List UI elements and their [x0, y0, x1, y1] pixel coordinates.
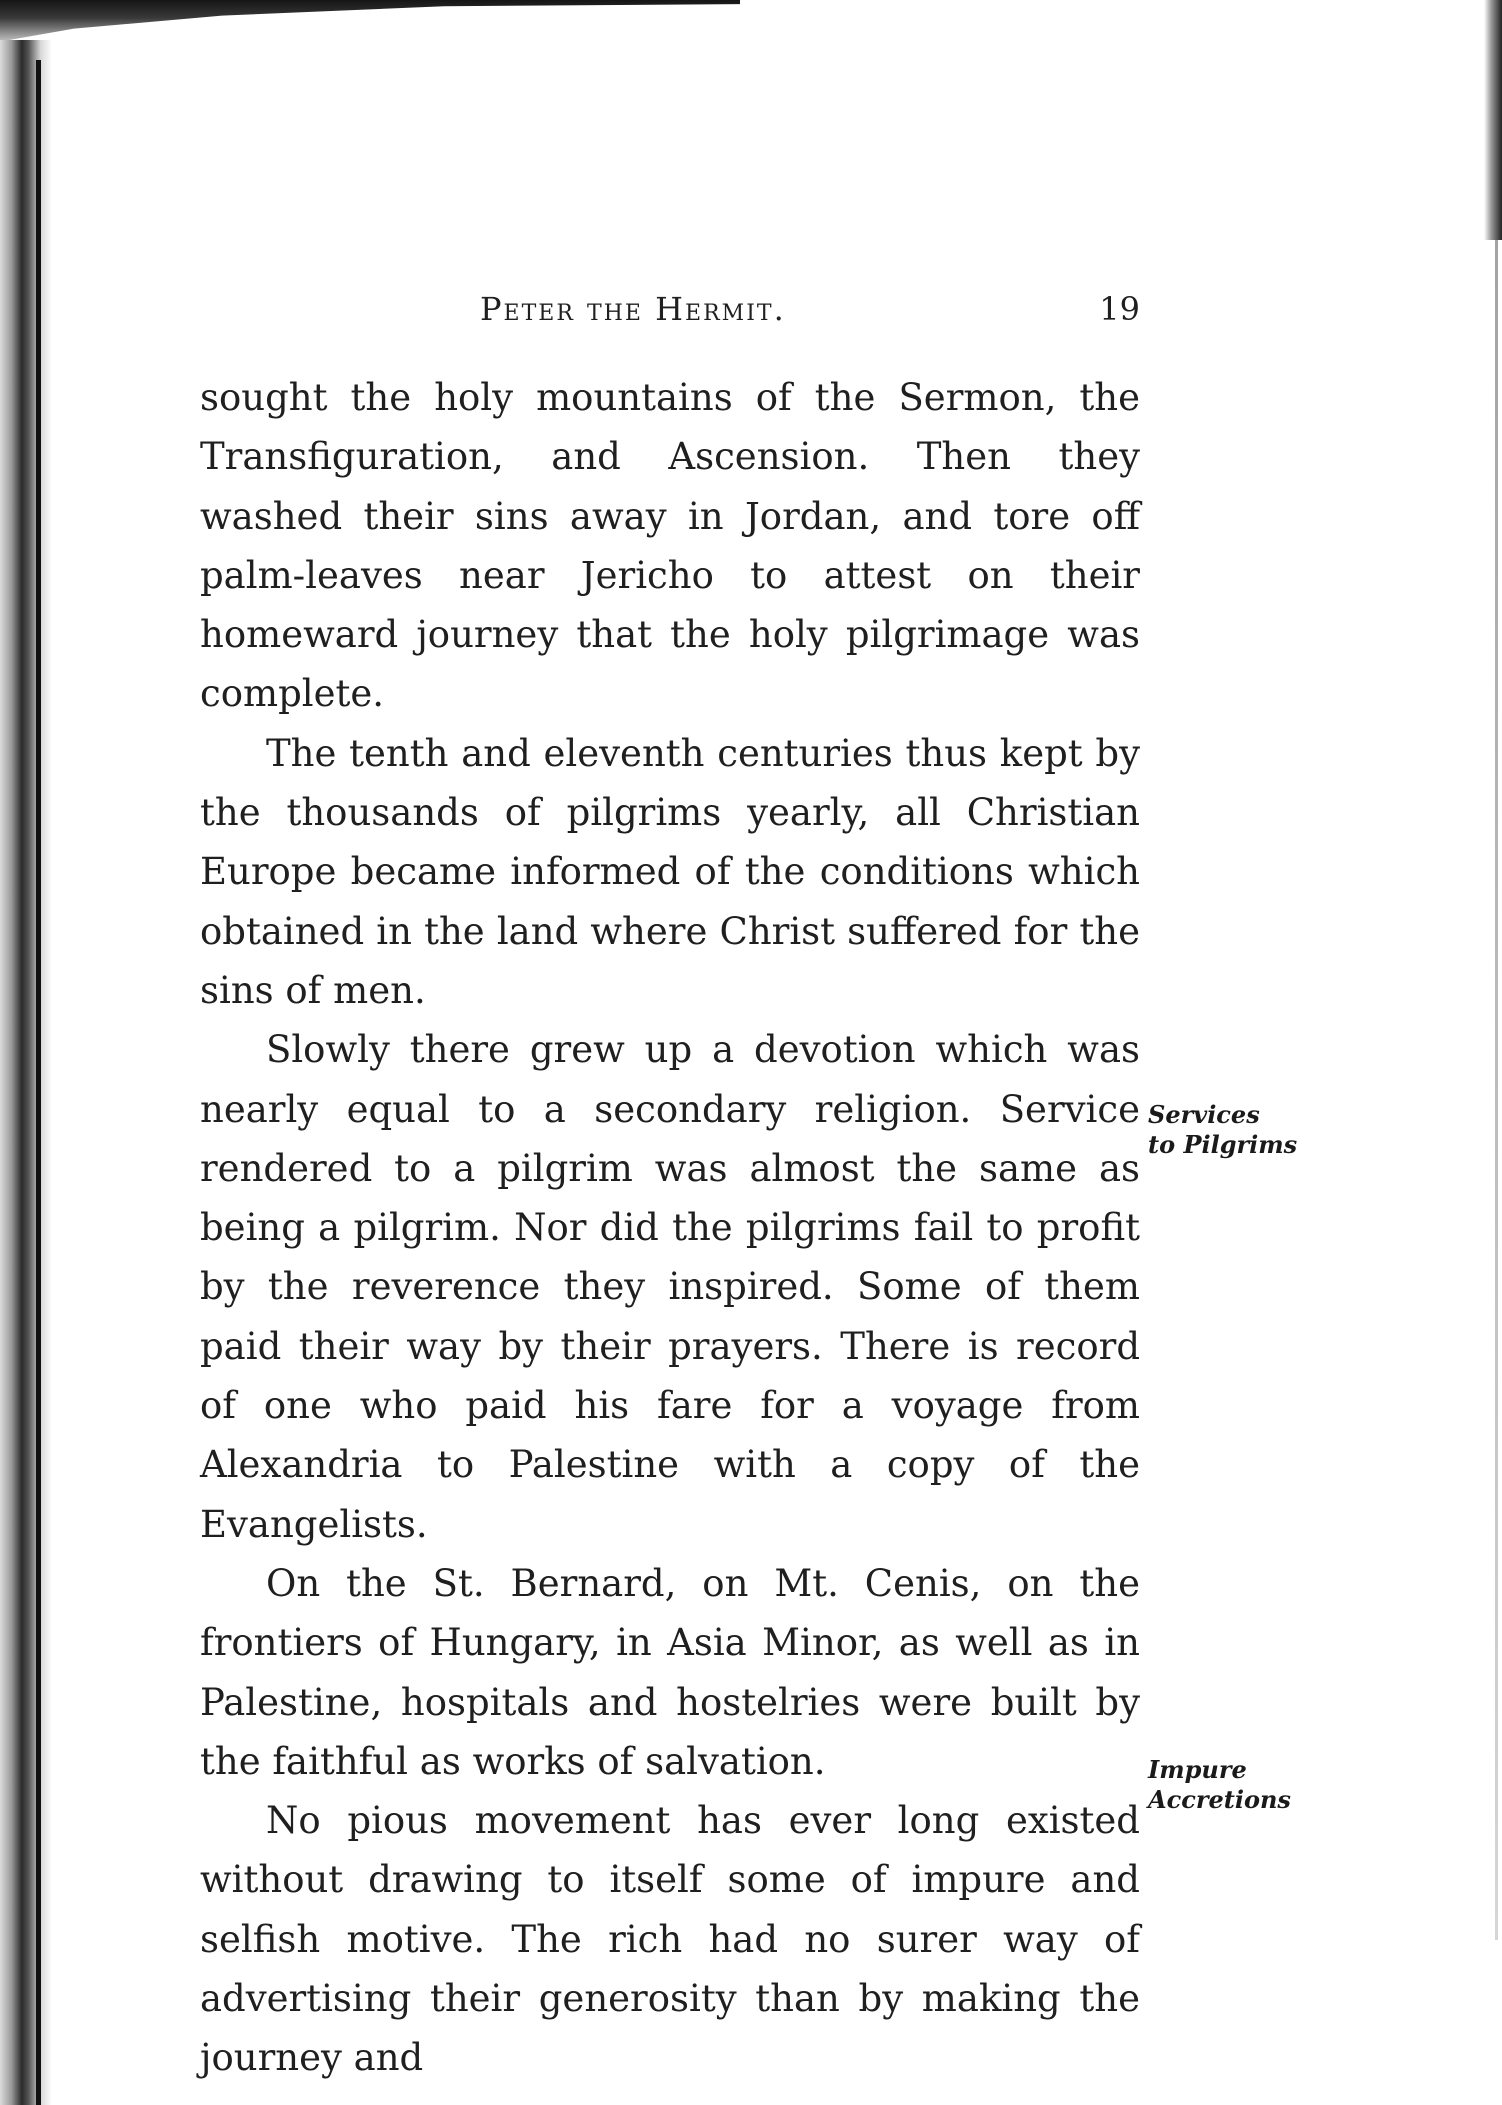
- sidenote-line: to Pilgrims: [1148, 1130, 1298, 1159]
- scan-right-rule: [1495, 240, 1498, 1940]
- paragraph-5: No pious movement has ever long existed without drawing to itself some of impure and selfish motive. The rich had no surer way of advertising their generosity than by making the journey and: [200, 1799, 1140, 2080]
- paragraph-4: On the St. Bernard, on Mt. Cenis, on the frontiers of Hungary, in Asia Minor, as well as in Palestine, hospitals and hostelries were built by the faithful as works of salvation.: [200, 1561, 1140, 1783]
- sidenote-line: Accretions: [1148, 1785, 1291, 1814]
- scan-right-edge: [1484, 0, 1502, 240]
- scan-left-rule: [36, 60, 41, 2105]
- scan-left-edge: [0, 40, 52, 2105]
- page-number: 19: [1099, 290, 1140, 328]
- running-title: Peter the Hermit.: [480, 290, 786, 328]
- paragraph-2: The tenth and eleventh centuries thus kept by the thousands of pilgrims yearly, all Christian Europe became informed of the conditions which obtained in the land where Christ suffered for the sins of men.: [200, 731, 1140, 1012]
- sidenote-impure-accretions: [1148, 1755, 1308, 1815]
- scan-top-edge: [0, 0, 740, 52]
- running-head: [200, 290, 1140, 340]
- sidenote-services-to-pilgrims: [1148, 1100, 1308, 1160]
- sidenote-line: Impure: [1148, 1755, 1247, 1784]
- body-text: [200, 368, 1140, 2088]
- paragraph-3: Slowly there grew up a devotion which was nearly equal to a secondary religion. Service rendered to a pilgrim was almost the same as being a pilgrim. Nor did the pilgrims fail to profit by the reverence they inspired. Some of them paid their way by their prayers. There is record of one who paid his fare for a voyage from Alexandria to Palestine with a copy of the Evangelists.: [200, 1028, 1140, 1546]
- sidenote-line: Services: [1148, 1100, 1260, 1129]
- paragraph-1: sought the holy mountains of the Sermon, the Transfiguration, and Ascension. Then they washed their sins away in Jordan, and tore off palm-leaves near Jericho to attest on their homeward journey that the holy pilgrimage was complete.: [200, 376, 1140, 716]
